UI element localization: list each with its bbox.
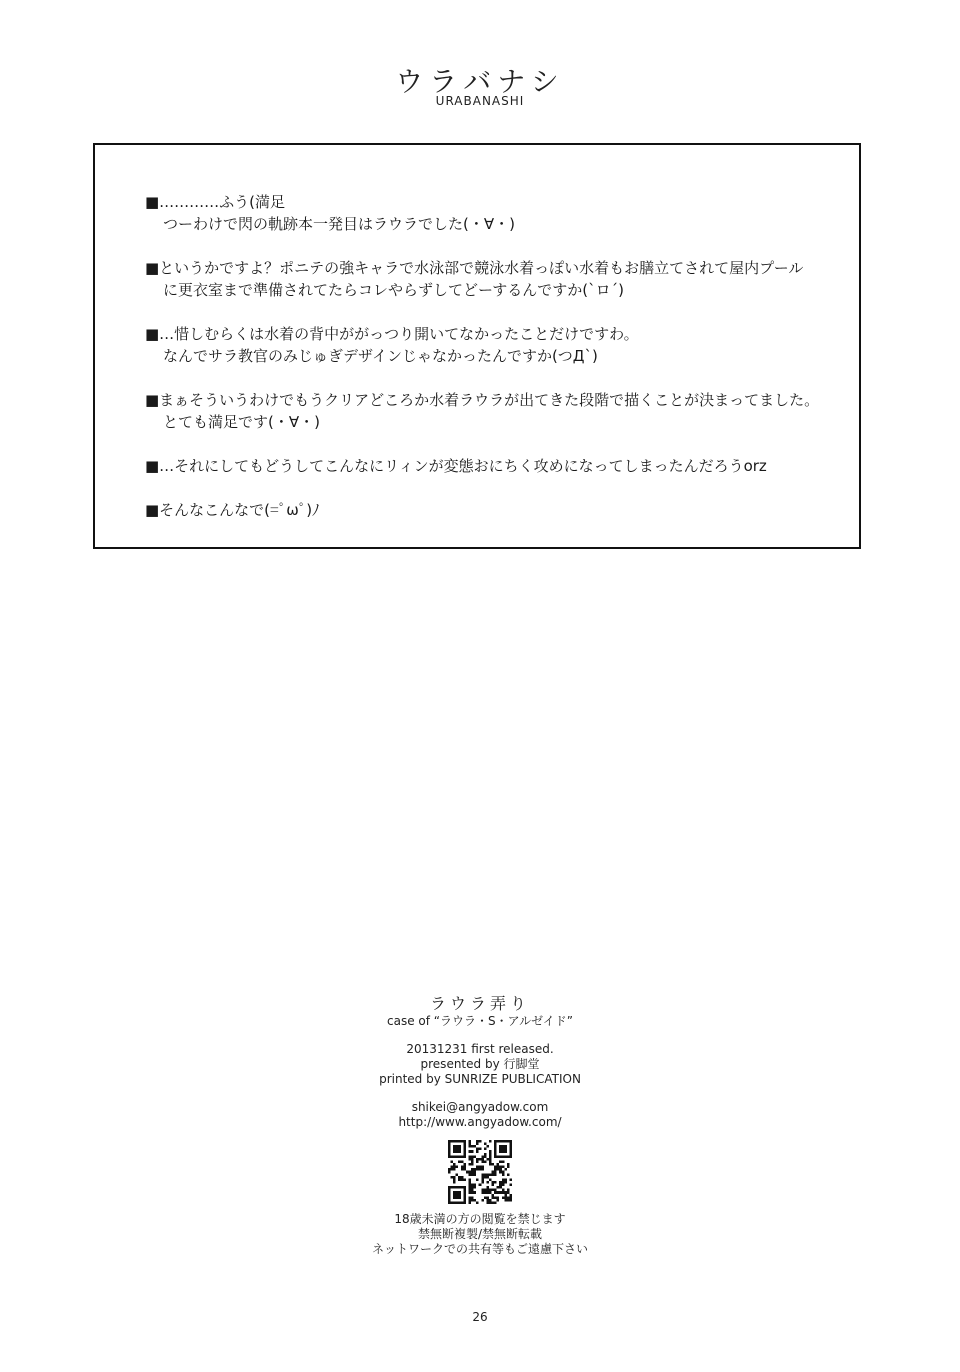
printed-by: printed by SUNRIZE PUBLICATION [379, 1072, 581, 1086]
release-date: 20131231 first released. [406, 1042, 554, 1056]
share-notice: ネットワークでの共有等もご遠慮下さい [371, 1242, 588, 1256]
afterword-box [93, 143, 861, 549]
note-item [145, 191, 839, 235]
age-notice: 18歳未満の方の閲覧を禁じます [394, 1212, 566, 1226]
note-line: ■…………ふう(満足 [145, 193, 286, 211]
website-url[interactable]: http://www.angyadow.com/ [398, 1115, 562, 1129]
case-of-line: case of “ラウラ・S・アルゼイド” [387, 1014, 573, 1028]
note-item [145, 257, 839, 301]
email-address[interactable]: shikei@angyadow.com [411, 1100, 549, 1114]
presented-by: presented by 行脚堂 [420, 1057, 540, 1071]
note-list [145, 191, 839, 543]
note-item [145, 389, 839, 433]
note-line: ■というかですよ？ポニテの強キャラで水泳部で競泳水着っぽい水着もお膳立てされて屋内プール [145, 259, 804, 277]
work-title: ラウラ弄り [429, 994, 530, 1013]
note-line: ■…惜しむらくは水着の背中ががっつり開いてなかったことだけですわ。 [145, 325, 639, 343]
page-title: ウラバナシ [395, 65, 565, 98]
note-item [145, 499, 839, 521]
note-line: ■まぁそういうわけでもうクリアどころか水着ラウラが出てきた段階で描くことが決まってました。 [145, 391, 820, 409]
qr-code-icon[interactable] [448, 1140, 512, 1204]
note-line-continued: なんでサラ教官のみじゅぎデザインじゃなかったんですか(つД`) [163, 347, 598, 365]
note-line-continued: に更衣室まで準備されてたらコレやらずしてどーするんですか(`ロ´) [163, 281, 624, 299]
page-subtitle: URABANASHI [435, 94, 525, 108]
page-number: 26 [472, 1310, 488, 1324]
note-item [145, 455, 839, 477]
note-line: ■そんなこんなで(=ﾟωﾟ)ﾉ [145, 501, 320, 519]
colophon [0, 994, 960, 1257]
note-line: ■…それにしてもどうしてこんなにリィンが変態おにちく攻めになってしまったんだろうorz [145, 457, 767, 475]
note-line-continued: とても満足です(・∀・) [163, 413, 320, 431]
note-line-continued: つーわけで閃の軌跡本一発目はラウラでした(・∀・) [163, 215, 515, 233]
copy-notice: 禁無断複製/禁無断転載 [417, 1227, 543, 1241]
note-item [145, 323, 839, 367]
